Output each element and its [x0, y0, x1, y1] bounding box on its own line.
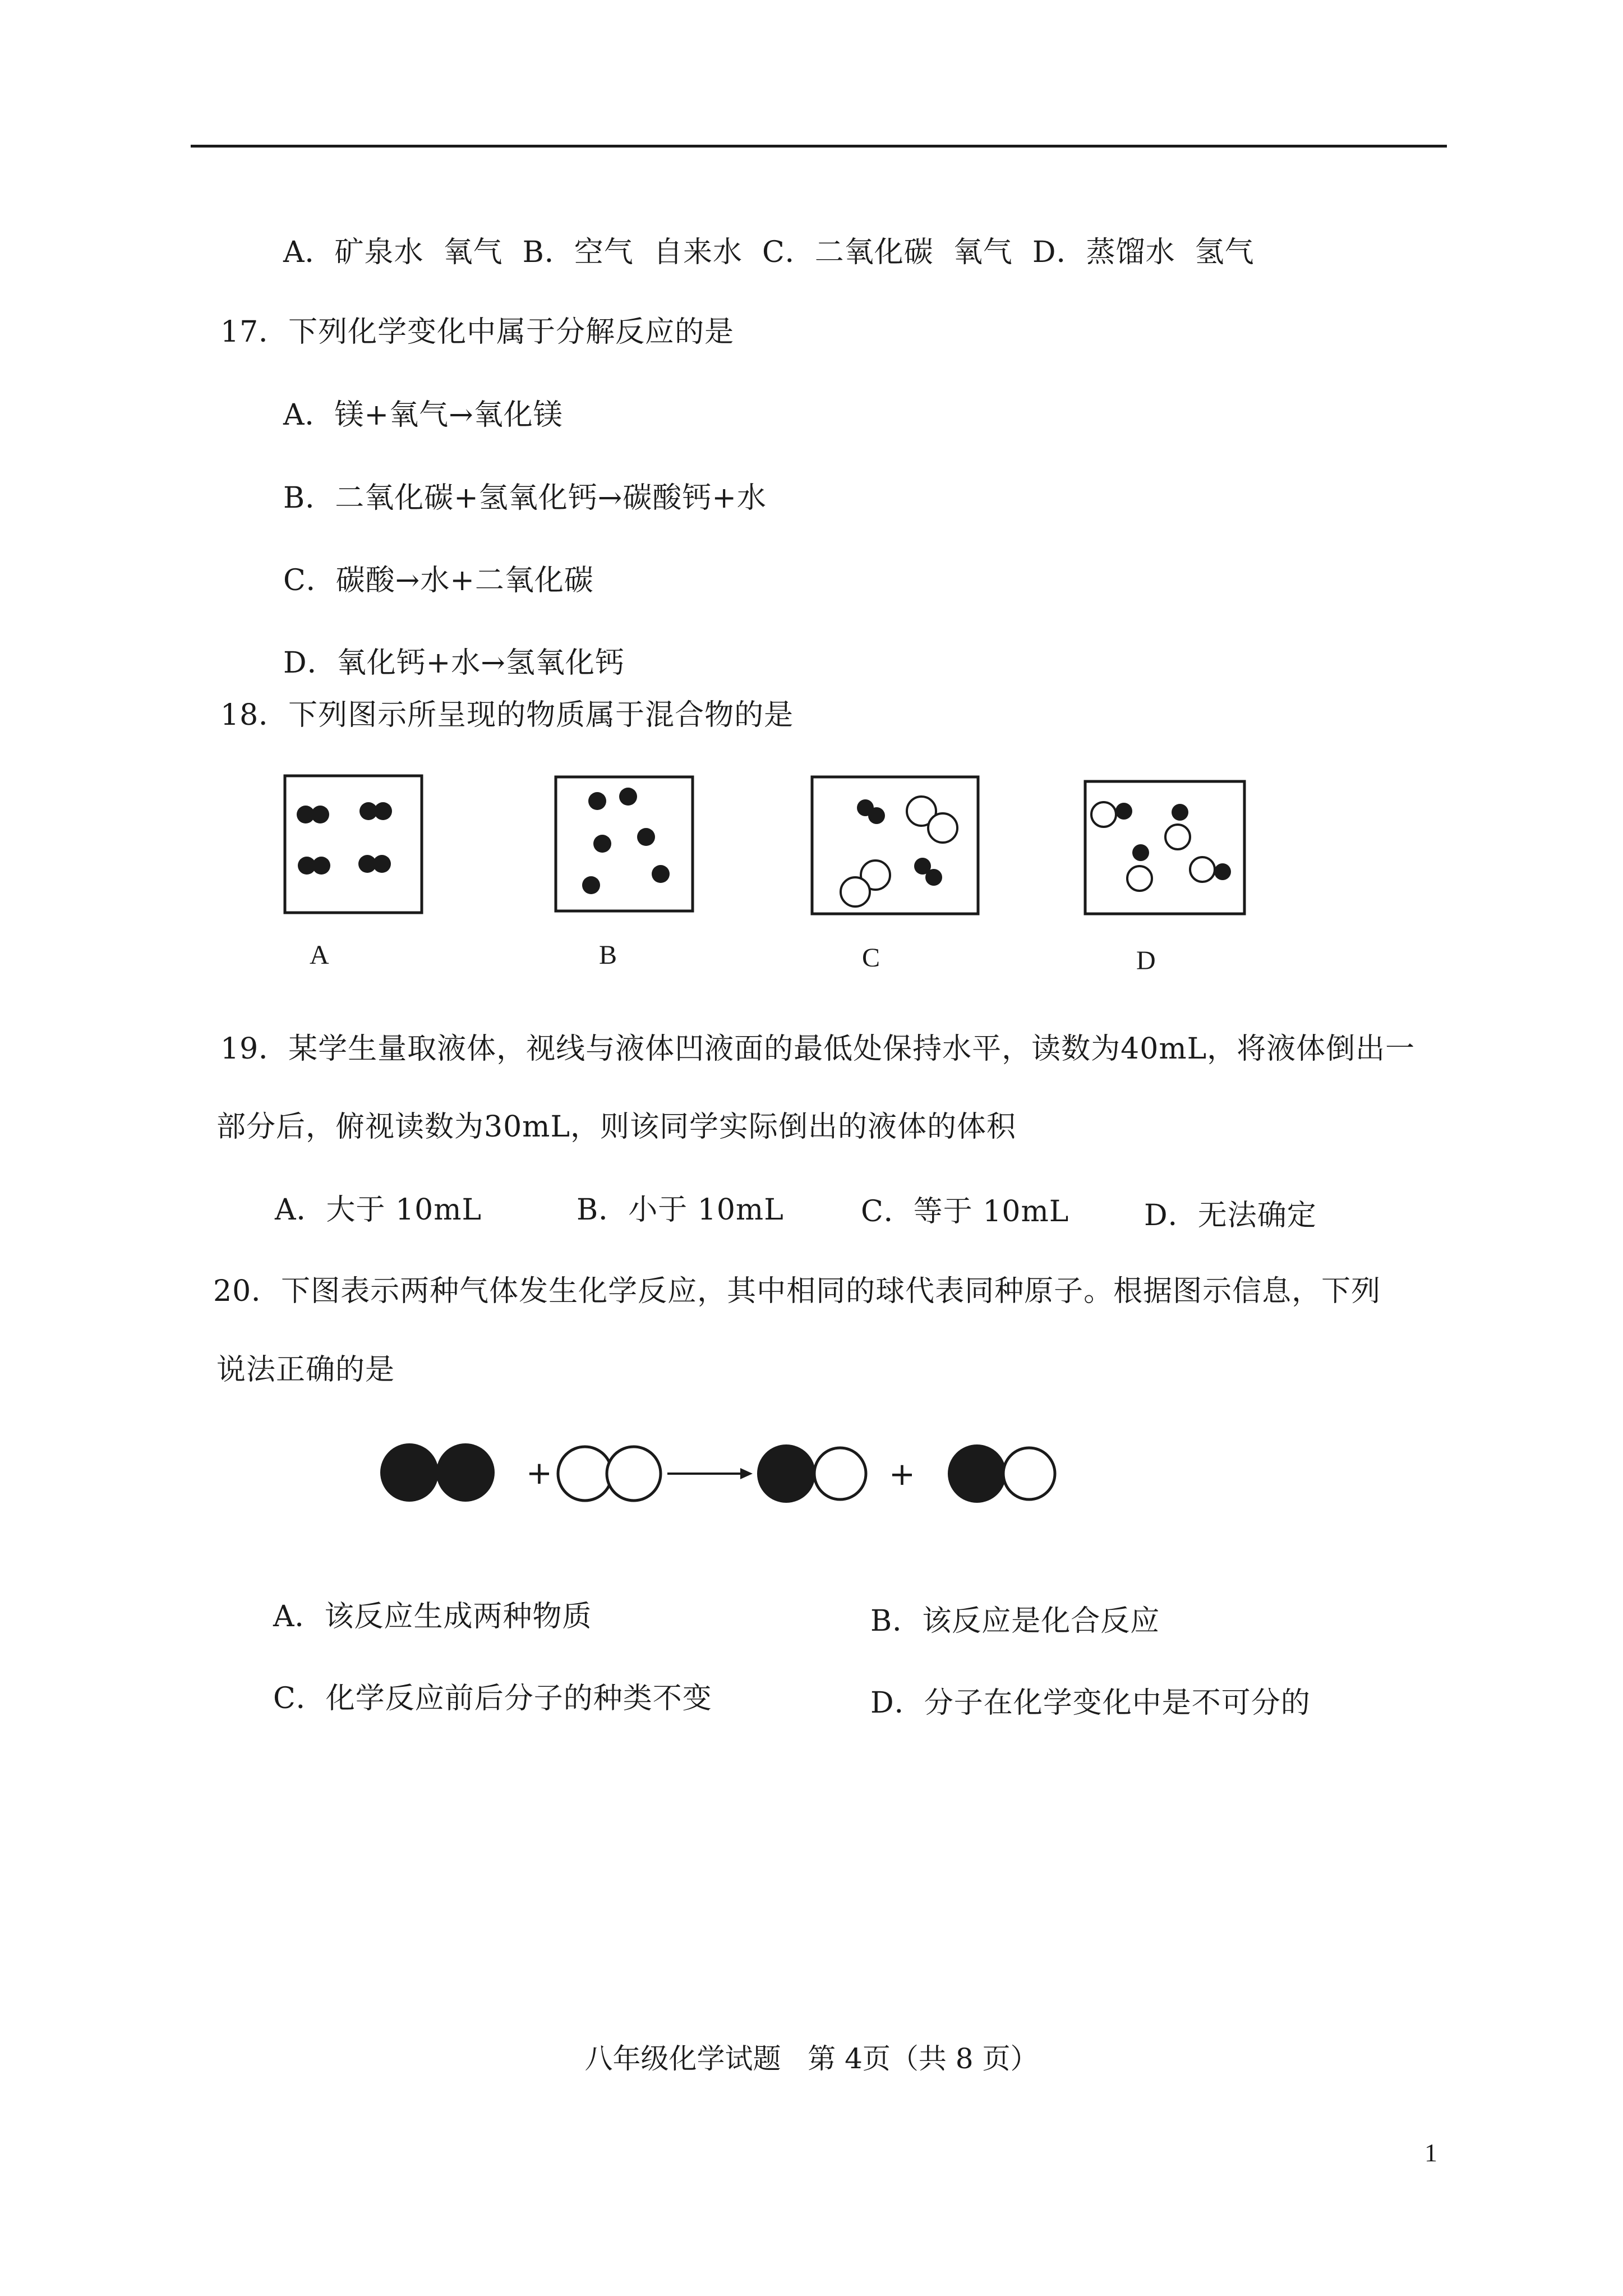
q19-option-d: D．无法确定	[1144, 1199, 1317, 1232]
box	[285, 776, 422, 913]
q17-stem: 17．下列化学变化中属于分解反应的是	[220, 315, 735, 349]
q19-stem-line2: 部分后，俯视读数为30mL，则该同学实际倒出的液体的体积	[216, 1110, 1017, 1144]
header-rule	[191, 145, 1447, 148]
dark-molecule	[914, 858, 942, 886]
q19-option-b: B．小于 10mL	[577, 1193, 784, 1227]
mixed-molecule	[1190, 857, 1231, 882]
page-number: 1	[1424, 2138, 1437, 2167]
mixed-molecule	[1091, 802, 1132, 827]
q19-option-c: C．等于 10mL	[861, 1195, 1069, 1228]
q18-figure-c	[810, 775, 980, 915]
light-molecule	[841, 861, 890, 907]
box	[812, 777, 978, 914]
plus-sign: +	[889, 1456, 915, 1493]
reactant-dark-molecule	[380, 1443, 495, 1502]
box	[1085, 781, 1244, 914]
dark-molecule	[857, 799, 885, 824]
light-molecule	[907, 797, 957, 843]
q18-label-c: C	[862, 943, 880, 973]
q16-options: A．矿泉水 氧气 B．空气 自来水 C．二氧化碳 氧气 D．蒸馏水 氢气	[283, 236, 1255, 269]
q19-stem-line1: 19．某学生量取液体，视线与液体凹液面的最低处保持水平，读数为40mL，将液体倒出一	[220, 1032, 1415, 1066]
molecule	[359, 802, 392, 820]
mixed-molecule	[1127, 844, 1152, 891]
q20-stem-line2: 说法正确的是	[216, 1353, 395, 1387]
q19-option-a: A．大于 10mL	[275, 1193, 482, 1227]
mixed-molecule	[1165, 804, 1190, 849]
page-footer: 八年级化学试题 第 4页（共 8 页）	[584, 2042, 1039, 2075]
q17-option-a: A．镁+氧气→氧化镁	[283, 398, 563, 432]
product-molecule	[948, 1444, 1055, 1503]
q20-option-c: C．化学反应前后分子的种类不变	[273, 1682, 712, 1715]
atoms	[582, 788, 670, 894]
q18-figure-b	[554, 775, 694, 913]
reactant-light-molecule	[558, 1447, 661, 1501]
q20-reaction-diagram	[370, 1433, 1066, 1512]
q18-figure-a	[283, 774, 423, 914]
plus-sign: +	[526, 1455, 552, 1492]
reaction-arrow	[667, 1468, 753, 1479]
q17-option-d: D．氧化钙+水→氢氧化钙	[283, 646, 625, 680]
q20-option-b: B．该反应是化合反应	[870, 1604, 1160, 1638]
q18-stem: 18．下列图示所呈现的物质属于混合物的是	[220, 698, 794, 732]
q20-option-d: D．分子在化学变化中是不可分的	[870, 1686, 1311, 1720]
product-molecule	[757, 1444, 866, 1503]
q18-label-b: B	[599, 940, 617, 970]
molecule	[297, 806, 329, 823]
q18-label-a: A	[310, 940, 329, 970]
q20-stem-line1: 20．下图表示两种气体发生化学反应，其中相同的球代表同种原子。根据图示信息，下列	[213, 1274, 1381, 1308]
q17-option-b: B．二氧化碳+氢氧化钙→碳酸钙+水	[283, 481, 767, 515]
q18-label-d: D	[1136, 946, 1156, 976]
molecule	[358, 855, 391, 873]
q18-figure-d	[1083, 780, 1246, 915]
molecule	[298, 857, 330, 875]
q17-option-c: C．碳酸→水+二氧化碳	[283, 564, 594, 597]
q20-option-a: A．该反应生成两种物质	[273, 1600, 592, 1634]
